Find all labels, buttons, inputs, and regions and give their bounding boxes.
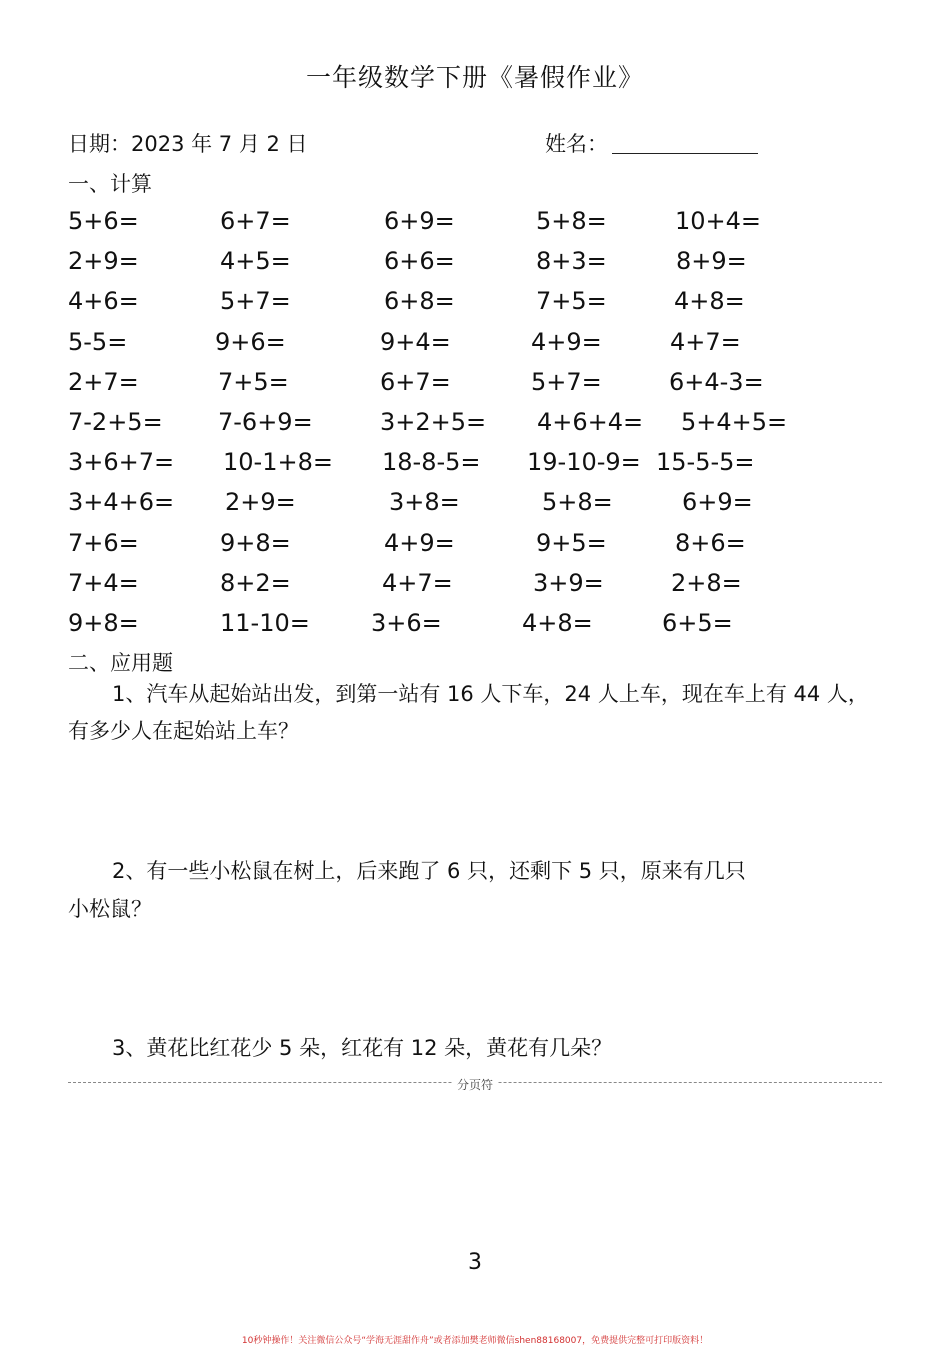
calc-problem: 7+5= [536, 287, 607, 316]
calc-problem: 19-10-9= [527, 448, 641, 477]
calc-row [0, 404, 950, 444]
calculation-grid [0, 203, 950, 645]
calc-problem: 4+6= [68, 287, 139, 316]
footer-note: 10秒钟操作！关注微信公众号“学海无涯甜作舟”或者添加樊老师微信shen88168007，免费提供完整可打印版资料！ [241, 1336, 709, 1346]
calc-problem: 4+7= [670, 327, 741, 356]
calc-problem: 10-1+8= [223, 448, 333, 477]
calc-problem: 5+4+5= [681, 407, 788, 436]
calc-problem: 4+5= [220, 247, 291, 276]
calc-problem: 3+2+5= [380, 407, 487, 436]
calc-problem: 9+6= [215, 327, 286, 356]
problem-3: 3、黄花比红花少 5 朵，红花有 12 朵，黄花有几朵？ [112, 1036, 613, 1060]
calc-problem: 6+7= [220, 207, 291, 235]
calc-problem: 7+6= [68, 528, 139, 557]
calc-row [0, 243, 950, 283]
calc-row [0, 283, 950, 323]
calc-problem: 5+8= [536, 207, 607, 235]
calc-problem: 5+6= [68, 207, 139, 235]
calc-problem: 3+4+6= [68, 488, 175, 517]
calc-row [0, 444, 950, 484]
calc-problem: 5-5= [68, 327, 128, 356]
section-word-problems-title: 二、应用题 [68, 651, 173, 675]
calc-problem: 8+3= [536, 247, 607, 276]
calc-problem: 6+5= [662, 608, 733, 637]
date-label: 日期：2023 年 7 月 2 日 [68, 132, 308, 156]
calc-row [0, 203, 950, 243]
name-label: 姓名： [545, 132, 608, 156]
calc-row [0, 484, 950, 524]
calc-problem: 7-6+9= [218, 407, 313, 436]
calc-problem: 7+4= [68, 568, 139, 597]
calc-problem: 15-5-5= [656, 448, 755, 477]
calc-problem: 5+7= [220, 287, 291, 316]
calc-problem: 7-2+5= [68, 407, 163, 436]
calc-problem: 6+8= [384, 287, 455, 316]
calc-problem: 3+6+7= [68, 448, 175, 477]
calc-problem: 4+9= [531, 327, 602, 356]
name-blank-line [612, 153, 758, 154]
page-number: 3 [468, 1250, 482, 1275]
problem-1-line-1: 1、汽车从起始站出发，到第一站有 16 人下车，24 人上车，现在车上有 44 人， [112, 682, 869, 706]
problem-2-line-1: 2、有一些小松鼠在树上，后来跑了 6 只，还剩下 5 只，原来有几只 [112, 859, 746, 883]
calc-problem: 9+4= [380, 327, 451, 356]
calc-problem: 2+9= [225, 488, 296, 517]
problem-2-line-2: 小松鼠？ [68, 897, 152, 921]
page-break-label: 分页符 [453, 1078, 497, 1092]
calc-problem: 8+6= [675, 528, 746, 557]
calc-row [0, 324, 950, 364]
calc-problem: 7+5= [218, 367, 289, 396]
calc-problem: 2+8= [671, 568, 742, 597]
calc-problem: 4+6+4= [537, 407, 644, 436]
calc-problem: 6+9= [682, 488, 753, 517]
calc-problem: 9+8= [68, 608, 139, 637]
calc-problem: 2+7= [68, 367, 139, 396]
calc-problem: 2+9= [68, 247, 139, 276]
calc-problem: 8+2= [220, 568, 291, 597]
calc-problem: 8+9= [676, 247, 747, 276]
calc-problem: 4+7= [382, 568, 453, 597]
calc-problem: 18-8-5= [382, 448, 481, 477]
calc-problem: 9+5= [536, 528, 607, 557]
problem-1-line-2: 有多少人在起始站上车？ [68, 719, 299, 743]
calc-row [0, 364, 950, 404]
calc-problem: 6+4-3= [669, 367, 764, 396]
calc-problem: 4+9= [384, 528, 455, 557]
calc-problem: 6+6= [384, 247, 455, 276]
calc-problem: 3+6= [371, 608, 442, 637]
calc-row [0, 565, 950, 605]
calc-problem: 6+9= [384, 207, 455, 235]
calc-problem: 4+8= [674, 287, 745, 316]
calc-problem: 10+4= [675, 207, 762, 235]
calc-problem: 5+7= [531, 367, 602, 396]
calc-problem: 5+8= [542, 488, 613, 517]
calc-problem: 4+8= [522, 608, 593, 637]
calc-problem: 9+8= [220, 528, 291, 557]
section-calculation-title: 一、计算 [68, 172, 152, 196]
calc-row [0, 525, 950, 565]
calc-problem: 3+8= [389, 488, 460, 517]
calc-problem: 11-10= [220, 608, 310, 637]
calc-problem: 3+9= [533, 568, 604, 597]
calc-row [0, 605, 950, 645]
calc-problem: 6+7= [380, 367, 451, 396]
page-title: 一年级数学下册《暑假作业》 [305, 63, 644, 92]
